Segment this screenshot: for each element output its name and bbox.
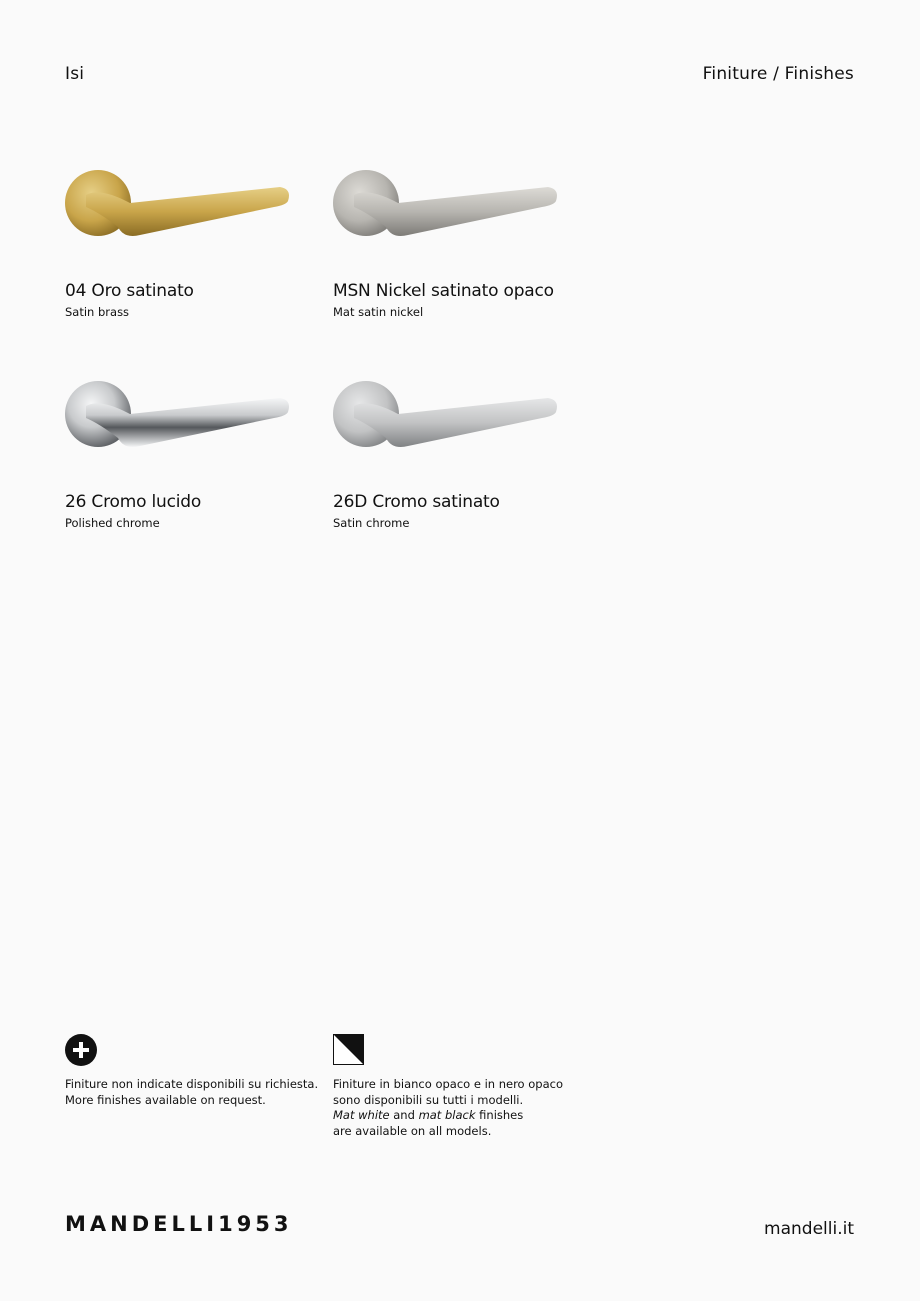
note-line: Finiture non indicate disponibili su richiesta. <box>65 1077 319 1091</box>
note-mat-finishes <box>333 1077 563 1139</box>
finish-subtitle: Satin chrome <box>333 516 410 530</box>
product-name: Isi <box>65 64 85 84</box>
note-line: sono disponibili su tutti i modelli. <box>333 1092 524 1107</box>
note-italic: mat black <box>418 1108 476 1122</box>
handle-image-polished-chrome <box>60 376 292 476</box>
note-line: are available on all models. <box>333 1123 492 1138</box>
finish-subtitle: Satin brass <box>65 305 130 319</box>
website-link[interactable]: mandelli.it <box>764 1219 854 1239</box>
handle-image-satin-chrome <box>328 376 560 476</box>
brand-logo: MANDELLI1953 <box>65 1212 293 1236</box>
note-text: and <box>389 1108 419 1122</box>
section-title: Finiture / Finishes <box>702 64 854 84</box>
note-italic: Mat white <box>333 1108 390 1122</box>
note-line <box>333 1108 563 1124</box>
finish-title: 04 Oro satinato <box>65 281 194 301</box>
note-line: Finiture in bianco opaco e in nero opaco <box>333 1077 563 1091</box>
black-white-square-icon <box>333 1034 364 1065</box>
finish-title: MSN Nickel satinato opaco <box>333 281 554 301</box>
finish-title: 26D Cromo satinato <box>333 492 500 512</box>
note-text: finishes <box>475 1108 524 1122</box>
finish-subtitle: Mat satin nickel <box>333 305 424 319</box>
handle-image-mat-satin-nickel <box>328 165 560 265</box>
finish-title: 26 Cromo lucido <box>65 492 202 512</box>
note-line: More finishes available on request. <box>65 1092 266 1107</box>
plus-circle-icon <box>65 1034 97 1066</box>
finish-subtitle: Polished chrome <box>65 516 160 530</box>
note-on-request <box>65 1077 318 1108</box>
handle-image-satin-brass <box>60 165 292 265</box>
